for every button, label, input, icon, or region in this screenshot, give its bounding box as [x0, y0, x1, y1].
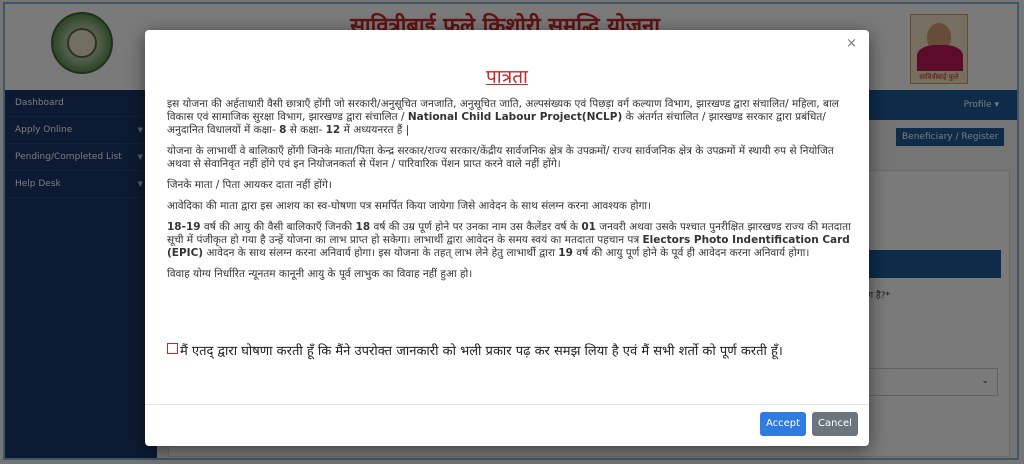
- modal-title: पात्रता: [486, 66, 528, 88]
- eligibility-paragraph-4: आवेदिका की माता द्वारा इस आशय का स्व-घोषणा पत्र समर्पित किया जायेगा जिसे आवेदन के साथ संलग्न करना आवश्यक होगा।: [167, 200, 652, 212]
- eligibility-modal: [145, 30, 869, 446]
- eligibility-paragraph-1: इस योजना की अर्हताधारी वैसी छात्राएँ होंगी जो सरकारी/अनुसूचित जनजाति, अनुसूचित जाति, अल्पसंख्यक एवं पिछड़ा वर्ग कल्याण विभाग, झारखण्ड द्वारा संचालित/ महिला, बाल विकास एवं सामाजिक सुरक्षा विभाग, झारखण्ड द्वारा संचालित / National Child Labour Project(NCLP) के अंतर्गत संचालित / झारखण्ड सरकार द्वारा प्रबंधित/ अनुदानित विधालयों में कक्षा- 8 से कक्षा- 12 में अध्ययनरत हैं |: [167, 98, 839, 136]
- eligibility-paragraph-3: जिनके माता / पिता आयकर दाता नहीं होंगे।: [167, 179, 332, 191]
- cancel-button[interactable]: Cancel: [812, 412, 858, 436]
- eligibility-paragraph-6: विवाह योग्य निर्धारित न्यूनतम कानूनी आयु के पूर्व लाभुक का विवाह नहीं हुआ हो।: [167, 268, 473, 280]
- eligibility-paragraph-2: योजना के लाभार्थी वे बालिकाएँ होंगी जिनके माता/पिता केन्द्र सरकार/राज्य सरकार/केंद्रीय सार्वजनिक क्षेत्र के उपक्रमों/ राज्य सार्वजनिक क्षेत्र के उपक्रमों में स्थायी रुप से नियोजित अथवा से सेवानिवृत नहीं होंगे एवं इन नियोजनकर्ता से पेंशन / पारिवारिक पेंशन प्राप्त करने वाले नहीं होंगे।: [167, 145, 834, 170]
- declaration-checkbox[interactable]: [167, 343, 178, 354]
- eligibility-paragraph-5: 18-19 वर्ष की आयु की वैसी बालिकाएँ जिनकी 18 वर्ष की उम्र पूर्ण होने पर उनका नाम उस कैलेंडर वर्ष के 01 जनवरी अथवा उसके पश्चात पुनरीक्षित झारखण्ड राज्य की मतदाता सूची में पंजीकृत हो गया है उन्हें योजना का लाभ प्राप्त हो सकेगा। लाभार्थी द्वारा आवेदन के समय स्वयं का मतदाता पहचान पत्र Electors Photo Indentification Card (EPIC) आवेदन के साथ संलग्न करना अनिवार्य होगा। इस योजना के तहत् लाभ लेने हेतु लाभार्थी द्वारा 19 वर्ष की आयु पूर्ण होने के पूर्व ही आवेदन करना अनिवार्य होगा।: [167, 221, 851, 259]
- declaration: [167, 343, 857, 360]
- modal-body: [167, 98, 857, 289]
- accept-button[interactable]: Accept: [760, 412, 806, 436]
- modal-footer-divider: [145, 404, 869, 405]
- close-icon[interactable]: ×: [846, 36, 857, 51]
- declaration-text: मैं एतद् द्वारा घोषणा करती हूँ कि मैंने उपरोक्त जानकारी को भली प्रकार पढ़ कर समझ लिया है एवं मैं सभी शर्तो को पूर्ण करती हूँ।: [180, 344, 783, 359]
